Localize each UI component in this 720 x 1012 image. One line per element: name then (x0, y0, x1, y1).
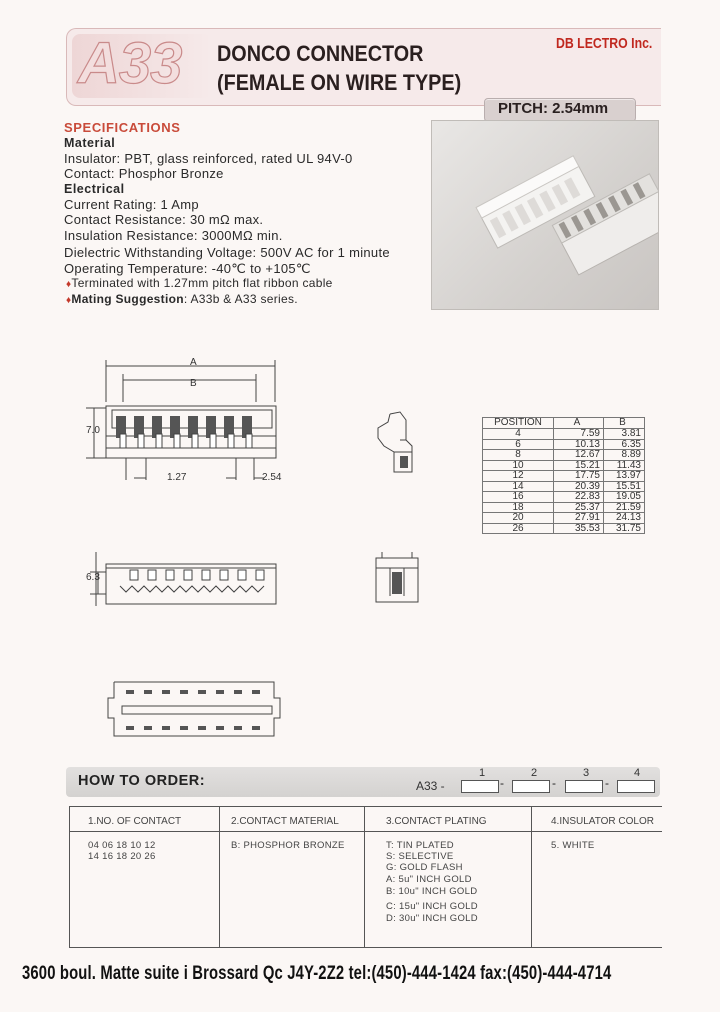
how-to-order-title: HOW TO ORDER: (78, 773, 206, 789)
side-view-drawing (372, 410, 422, 478)
cell-b: 6.35 (604, 439, 645, 450)
plating-line: C: 15u" INCH GOLD (386, 901, 478, 912)
spec-insulation-resistance: Insulation Resistance: 3000MΩ min. (64, 228, 283, 243)
cell-b: 11.43 (604, 460, 645, 471)
order-box-plating (565, 780, 603, 793)
header-position: POSITION (483, 418, 554, 429)
plating-line: G: GOLD FLASH (386, 862, 463, 873)
order-col-contacts (70, 807, 220, 947)
mating-value: : A33b & A33 series. (183, 292, 298, 306)
pitch-large-label: 2.54 (262, 472, 282, 483)
col-contacts-heading: 1.NO. OF CONTACT (88, 816, 182, 827)
cell-position: 20 (483, 513, 554, 524)
cell-a: 7.59 (554, 429, 604, 440)
spec-contact: Contact: Phosphor Bronze (64, 166, 224, 181)
cell-a: 15.21 (554, 460, 604, 471)
dim-a-label: A (190, 357, 197, 368)
spec-current-rating: Current Rating: 1 Amp (64, 197, 199, 212)
col-color-heading: 4.INSULATOR COLOR (551, 816, 654, 827)
table-row (483, 523, 645, 534)
table-row (483, 450, 645, 461)
table-row (483, 492, 645, 503)
cell-a: 20.39 (554, 481, 604, 492)
dim-b-label: B (190, 378, 197, 389)
cell-b: 13.97 (604, 471, 645, 482)
separator-dash: - (552, 776, 556, 790)
bottom-view-drawing (104, 680, 284, 740)
cell-a: 12.67 (554, 450, 604, 461)
order-box-number: 2 (531, 767, 538, 779)
plating-line: A: 5u" INCH GOLD (386, 874, 472, 885)
cell-a: 10.13 (554, 439, 604, 450)
spec-operating-temp: Operating Temperature: -40℃ to +105℃ (64, 261, 311, 276)
cell-a: 17.75 (554, 471, 604, 482)
cell-b: 8.89 (604, 450, 645, 461)
order-col-plating (364, 807, 532, 947)
cell-b: 31.75 (604, 523, 645, 534)
order-box-number: 3 (583, 767, 590, 779)
material-line1: B: PHOSPHOR BRONZE (231, 840, 345, 851)
table-row (483, 471, 645, 482)
pitch-small-label: 1.27 (167, 472, 187, 483)
cell-position: 8 (483, 450, 554, 461)
contacts-line1: 04 06 18 10 12 (88, 840, 156, 851)
spec-dielectric: Dielectric Withstanding Voltage: 500V AC for 1 minute (64, 245, 390, 260)
table-row (483, 502, 645, 513)
separator-dash: - (500, 776, 504, 790)
cell-b: 15.51 (604, 481, 645, 492)
brand-name: DB LECTRO Inc. (556, 35, 653, 52)
cell-position: 16 (483, 492, 554, 503)
page-title-line1: DONCO CONNECTOR (217, 41, 424, 66)
order-box-number: 4 (634, 767, 641, 779)
cell-b: 24.13 (604, 513, 645, 524)
specifications-heading: SPECIFICATIONS (64, 120, 181, 135)
cell-a: 27.91 (554, 513, 604, 524)
page-title-line2: (FEMALE ON WIRE TYPE) (217, 70, 462, 95)
plating-line: D: 30u" INCH GOLD (386, 913, 478, 924)
cell-position: 4 (483, 429, 554, 440)
cell-b: 19.05 (604, 492, 645, 503)
col-material-heading: 2.CONTACT MATERIAL (231, 816, 339, 827)
height-dim-label: 7.0 (86, 425, 100, 436)
cell-position: 26 (483, 523, 554, 534)
order-box-contacts (461, 780, 499, 793)
table-row (483, 429, 645, 440)
product-logo: A33 (78, 31, 182, 96)
bullet-icon: ♦ (66, 279, 72, 290)
note-ribbon-text: Terminated with 1.27mm pitch flat ribbon cable (71, 276, 333, 290)
table-row (483, 513, 645, 524)
order-table (69, 806, 662, 948)
material-heading: Material (64, 136, 116, 150)
mating-label: Mating Suggestion (71, 292, 184, 306)
header-b: B (604, 418, 645, 429)
table-row (483, 439, 645, 450)
cell-position: 18 (483, 502, 554, 513)
cell-b: 21.59 (604, 502, 645, 513)
cell-a: 22.83 (554, 492, 604, 503)
order-box-color (617, 780, 655, 793)
cell-position: 14 (483, 481, 554, 492)
spec-note-ribbon (66, 276, 333, 290)
spec-contact-resistance: Contact Resistance: 30 mΩ max. (64, 212, 264, 227)
cell-b: 3.81 (604, 429, 645, 440)
spec-insulator: Insulator: PBT, glass reinforced, rated UL 94V-0 (64, 151, 353, 166)
plating-line: B: 10u" INCH GOLD (386, 886, 478, 897)
table-header-row (483, 418, 645, 429)
plating-line: T: TIN PLATED (386, 840, 454, 851)
electrical-heading: Electrical (64, 182, 125, 196)
table-row (483, 460, 645, 471)
pitch-label: PITCH: 2.54mm (498, 100, 609, 117)
separator-dash: - (605, 776, 609, 790)
contacts-line2: 14 16 18 20 26 (88, 851, 156, 862)
order-col-material (219, 807, 365, 947)
col-plating-heading: 3.CONTACT PLATING (386, 816, 487, 827)
side-view-2-drawing (372, 548, 422, 606)
color-line1: 5. WHITE (551, 840, 595, 851)
front-view-drawing (86, 352, 296, 492)
bullet-icon: ♦ (66, 295, 72, 306)
header-a: A (554, 418, 604, 429)
order-box-number: 1 (479, 767, 486, 779)
cell-position: 12 (483, 471, 554, 482)
top-view-drawing (86, 550, 286, 610)
table-row (483, 481, 645, 492)
cell-a: 25.37 (554, 502, 604, 513)
spec-note-mating (66, 292, 298, 306)
height-dim-2-label: 6.3 (86, 572, 100, 583)
position-table (482, 417, 645, 534)
order-code-prefix: A33 - (416, 779, 445, 793)
order-col-color (531, 807, 662, 947)
footer-address: 3600 boul. Matte suite i Brossard Qc J4Y-2Z2 tel:(450)-444-1424 fax:(450)-444-4714 (22, 963, 612, 984)
cell-position: 10 (483, 460, 554, 471)
product-photo (431, 120, 659, 310)
cell-position: 6 (483, 439, 554, 450)
plating-line: S: SELECTIVE (386, 851, 454, 862)
connector-photo-illustration (432, 121, 658, 309)
order-box-material (512, 780, 550, 793)
cell-a: 35.53 (554, 523, 604, 534)
